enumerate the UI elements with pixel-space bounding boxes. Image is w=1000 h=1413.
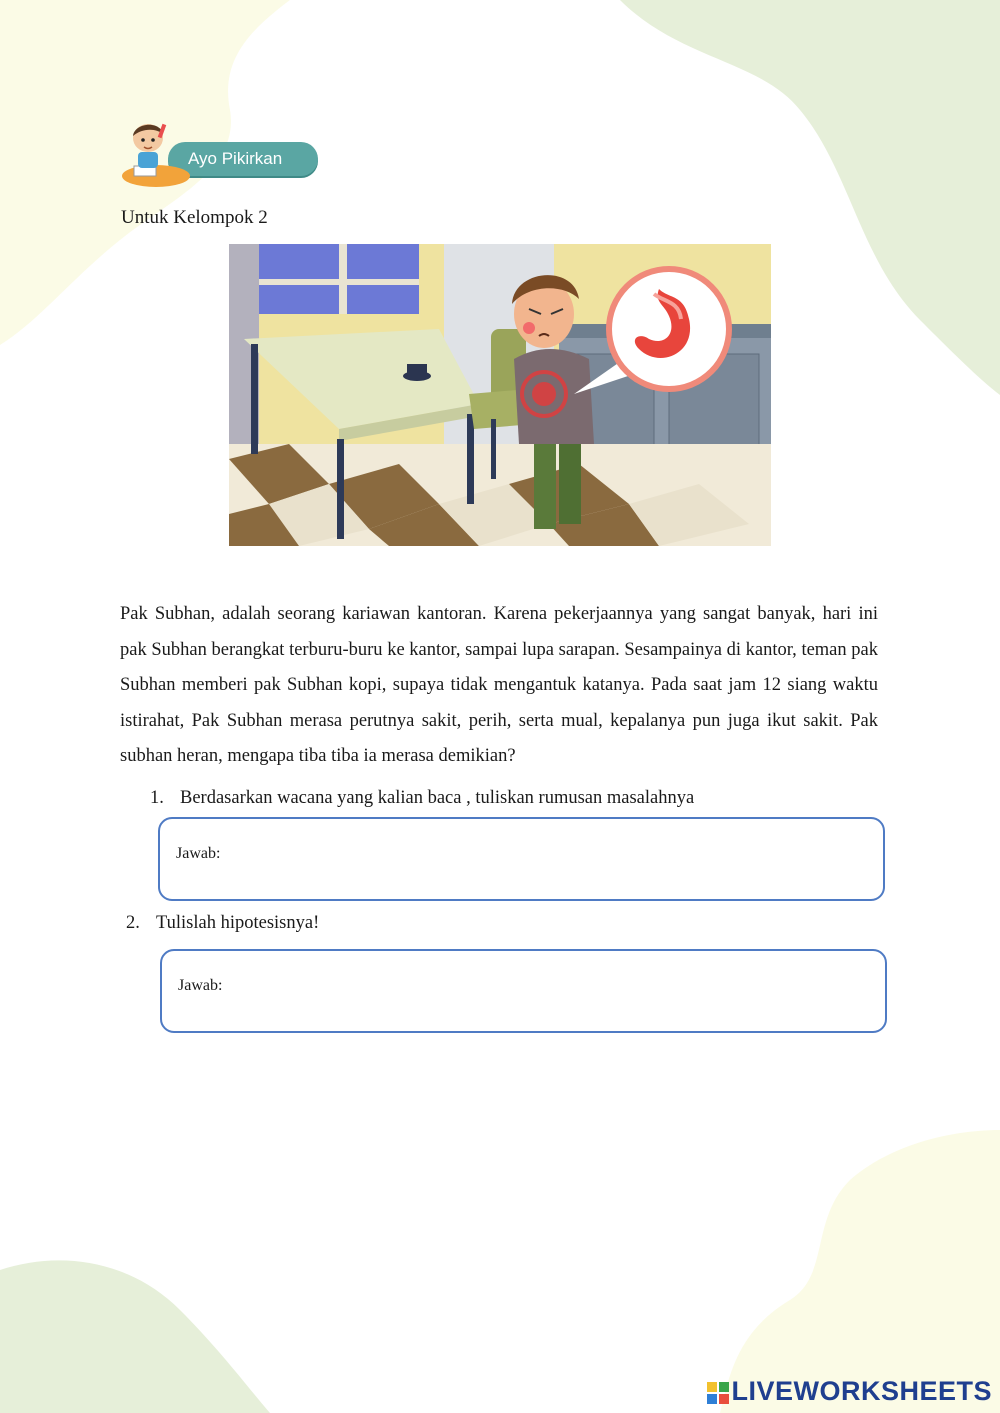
answer-field-1[interactable] (158, 817, 885, 901)
checkered-floor (229, 444, 771, 546)
liveworksheets-logo-icon (707, 1382, 729, 1404)
background-blob-bottom-left (0, 1250, 290, 1413)
answer-field-2[interactable] (160, 949, 887, 1033)
question-number: 1. (150, 788, 164, 808)
question-1 (150, 788, 694, 809)
group-subtitle: Untuk Kelompok 2 (121, 207, 268, 228)
ayo-pikirkan-badge (120, 118, 320, 190)
story-paragraph: Pak Subhan, adalah seorang kariawan kantoran. Karena pekerjaannya yang sangat banyak, hari ini pak Subhan berangkat terburu-buru ke kantor, sampai lupa sarapan. Sesampainya di kantor, teman pak Subhan memberi pak Subhan kopi, supaya tidak mengantuk katanya. Pada saat jam 12 siang waktu istirahat, Pak Subhan merasa perutnya sakit, perih, serta mual, kepalanya pun juga ikut sakit. Pak subhan heran, mengapa tiba tiba ia merasa demikian? (120, 604, 878, 766)
thinking-child-icon (120, 118, 192, 190)
answer-label: Jawab: (178, 977, 223, 994)
badge-label: Ayo Pikirkan (168, 142, 318, 176)
watermark-text: LIVEWORKSHEETS (731, 1376, 992, 1406)
stomach-ache-illustration (229, 244, 771, 546)
question-text: Tulislah hipotesisnya! (156, 913, 320, 933)
question-text: Berdasarkan wacana yang kalian baca , tuliskan rumusan masalahnya (180, 788, 695, 808)
question-number: 2. (126, 913, 140, 933)
answer-label: Jawab: (176, 845, 221, 862)
question-2 (126, 913, 319, 934)
background-blob-bottom-right (700, 1130, 1000, 1413)
liveworksheets-watermark (707, 1376, 992, 1407)
